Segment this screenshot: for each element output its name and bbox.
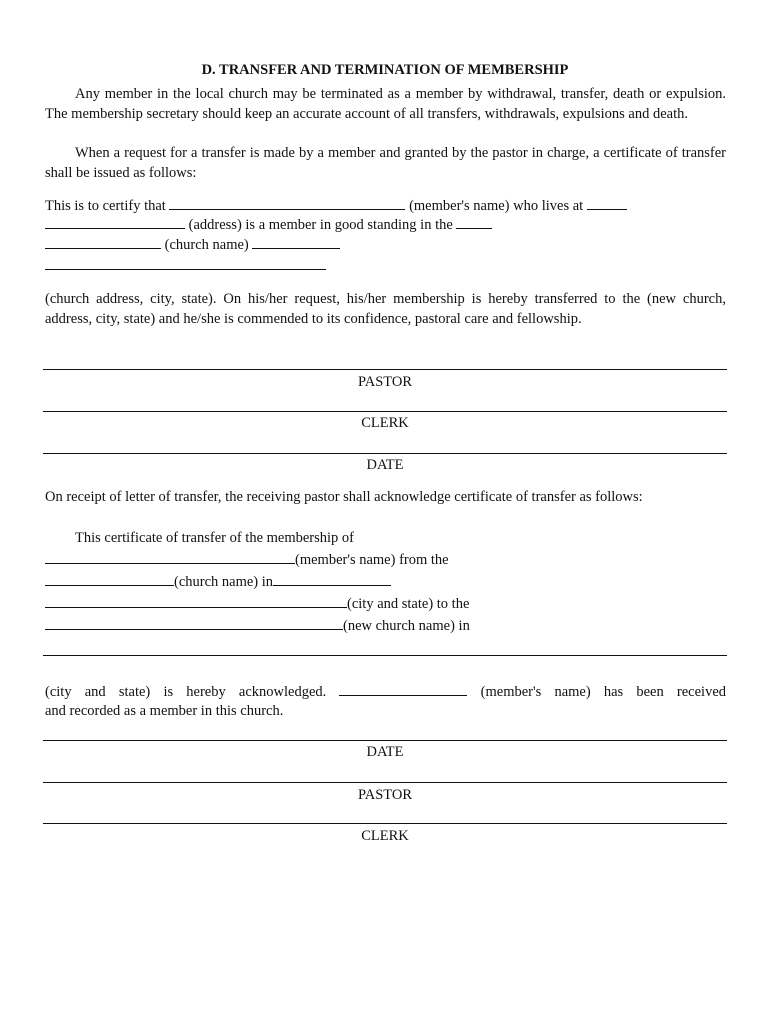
signature-line-clerk[interactable] [43,411,727,412]
address-blank[interactable] [45,214,185,229]
ack-closing-line-2: and recorded as a member in this church. [45,703,284,719]
ack-line-4-suffix: (city and state) to the [347,596,470,612]
members-name-lives-at: (member's name) who lives at [409,198,584,214]
intro-paragraph-1 [45,84,726,124]
ack-church-name-blank[interactable] [45,571,174,586]
ack-closing-suffix: (member's name) has been received [480,684,727,700]
ack-closing-name-blank[interactable] [339,681,467,696]
ack-city-state-blank[interactable] [45,593,347,608]
ack-line-2 [45,549,449,570]
ack-signature-label-pastor: PASTOR [357,787,412,803]
signature-line-date[interactable] [43,453,727,454]
ack-signature-label-date: DATE [366,744,404,760]
ack-line-3-mid: (church name) in [174,574,274,590]
intro-paragraph-2-text: When a request for a transfer is made by a member and granted by the pastor in charge, a certificate of transfer shall be issued as follows: [45,145,726,181]
ack-closing-line-1 [45,681,726,702]
ack-line-3 [45,571,391,592]
ack-signature-label-clerk: CLERK [361,828,409,844]
ack-line-5-suffix: (new church name) in [343,618,470,634]
address-member-good-standing: (address) is a member in good standing in the [188,217,453,233]
church-address-blank[interactable] [45,255,326,270]
lives-at-blank[interactable] [587,195,627,210]
certify-prefix: This is to certify that [45,198,166,214]
ack-new-church-blank[interactable] [45,615,343,630]
members-name-blank[interactable] [169,195,405,210]
ack-signature-line-clerk[interactable] [43,823,727,824]
signature-label-date: DATE [366,457,404,473]
church-name-label: (church name) [164,237,249,253]
ack-members-name-blank[interactable] [45,549,295,564]
ack-closing-prefix: (city and state) is hereby acknowledged. [45,684,327,700]
ack-line-4 [45,593,469,614]
certify-line-1 [45,195,627,216]
church-blank-1[interactable] [45,234,161,249]
ack-line-5 [45,615,470,636]
intro-paragraph-1-text: Any member in the local church may be terminated as a member by withdrawal, transfer, death or expulsion. The membership secretary should keep an accurate account of all transfers, withdrawals, expulsions and death. [45,86,726,122]
church-blank-2[interactable] [252,234,340,249]
signature-line-pastor[interactable] [43,369,727,370]
signature-label-pastor: PASTOR [357,374,412,390]
document-title: D. TRANSFER AND TERMINATION OF MEMBERSHIP [201,62,569,78]
acknowledgement-intro: On receipt of letter of transfer, the receiving pastor shall acknowledge certificate of transfer as follows: [45,489,643,505]
transfer-paragraph: (church address, city, state). On his/her request, his/her membership is hereby transferred to the (new church, address, city, state) and he/she is commended to its confidence, pastoral care and fellowship. [45,291,726,327]
good-standing-blank[interactable] [456,214,492,229]
ack-full-blank-line[interactable] [43,655,727,656]
certify-line-2 [45,214,492,235]
ack-signature-line-pastor[interactable] [43,782,727,783]
ack-line-1: This certificate of transfer of the membership of [75,530,355,546]
ack-church-location-blank[interactable] [273,571,391,586]
intro-paragraph-2 [45,143,726,183]
signature-label-clerk: CLERK [361,415,409,431]
ack-signature-line-date[interactable] [43,740,727,741]
certify-line-3 [45,234,340,255]
certify-line-4 [45,255,326,276]
ack-line-2-suffix: (member's name) from the [295,552,449,568]
